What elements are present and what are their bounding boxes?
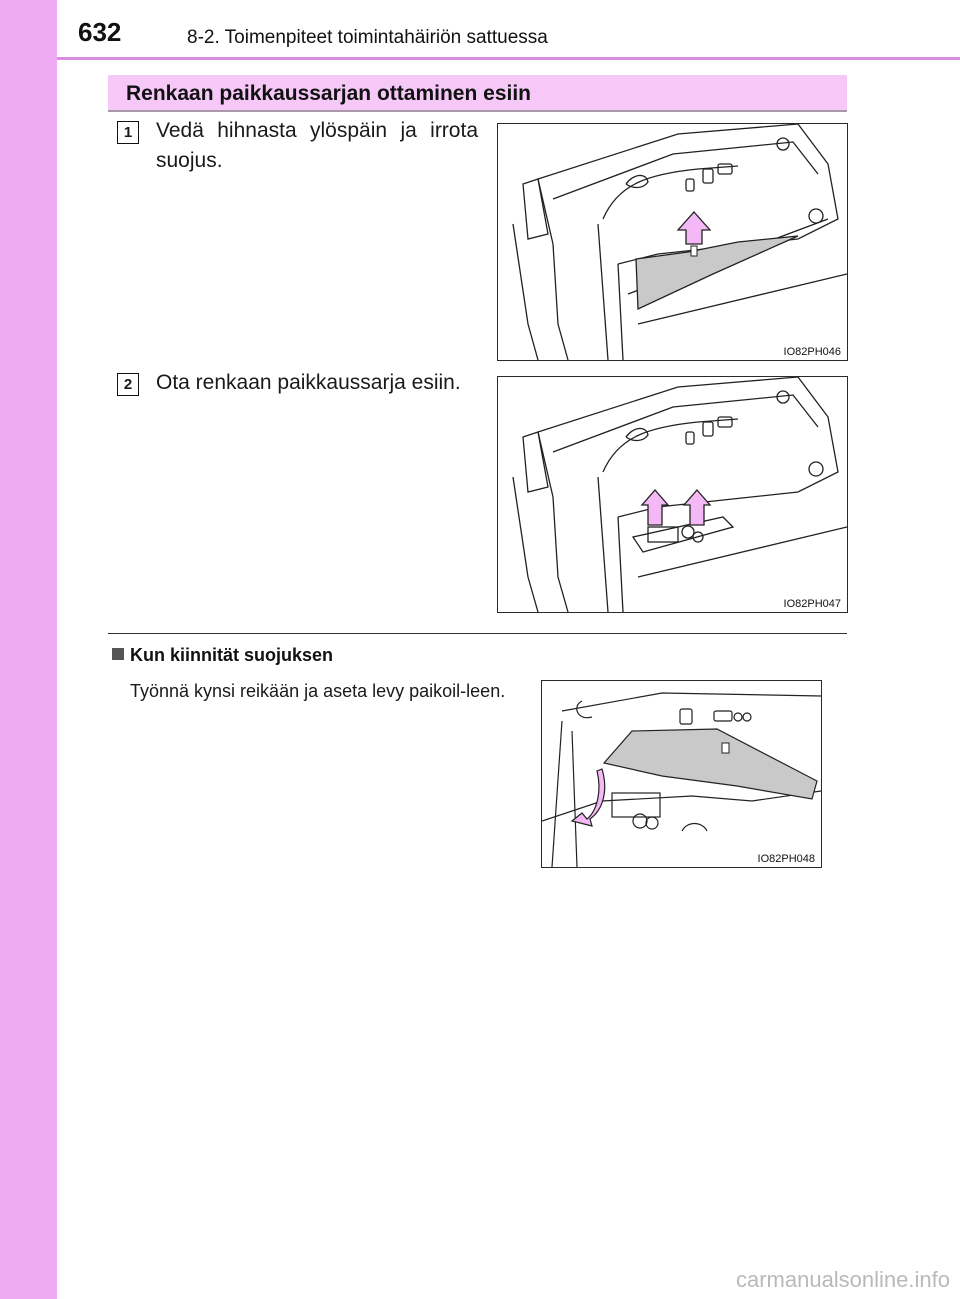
step-2-text: Ota renkaan paikkaussarja esiin. [156,371,461,394]
figure-remove-cover [497,123,848,361]
repair-kit-illustration [498,377,847,612]
trunk-cover-illustration [498,124,847,360]
step-number-1: 1 [117,121,139,144]
step-1-text: Vedä hihnasta ylöspäin ja irrota suojus. [156,119,478,172]
figure-code: IO82PH047 [783,598,841,610]
subsection-paragraph: Työnnä kynsi reikään ja aseta levy paikoil-leen. [130,681,506,701]
header-rule [57,57,960,60]
curved-arrow-icon [572,769,605,826]
side-tab-strip [0,0,57,1299]
up-arrow-icon [642,490,668,525]
subsection-heading [112,645,333,666]
up-arrow-icon [678,212,710,244]
figure-code: IO82PH046 [783,346,841,358]
section-title: Renkaan paikkaussarjan ottaminen esiin [126,82,531,105]
page-number: 632 [78,17,122,47]
chapter-title: 8-2. Toimenpiteet toimintahäiriön sattuessa [187,27,548,48]
figure-code: IO82PH048 [757,853,815,865]
step-number-2: 2 [117,373,139,396]
attach-cover-illustration [542,681,821,867]
section-heading-band [108,75,847,112]
watermark: carmanualsonline.info [735,1267,950,1292]
figure-take-out-kit [497,376,848,613]
figure-attach-cover [541,680,822,868]
up-arrow-icon [684,490,710,525]
subsection-title: Kun kiinnität suojuksen [130,645,334,665]
bullet-square-icon [112,648,124,660]
section-divider [108,633,847,634]
